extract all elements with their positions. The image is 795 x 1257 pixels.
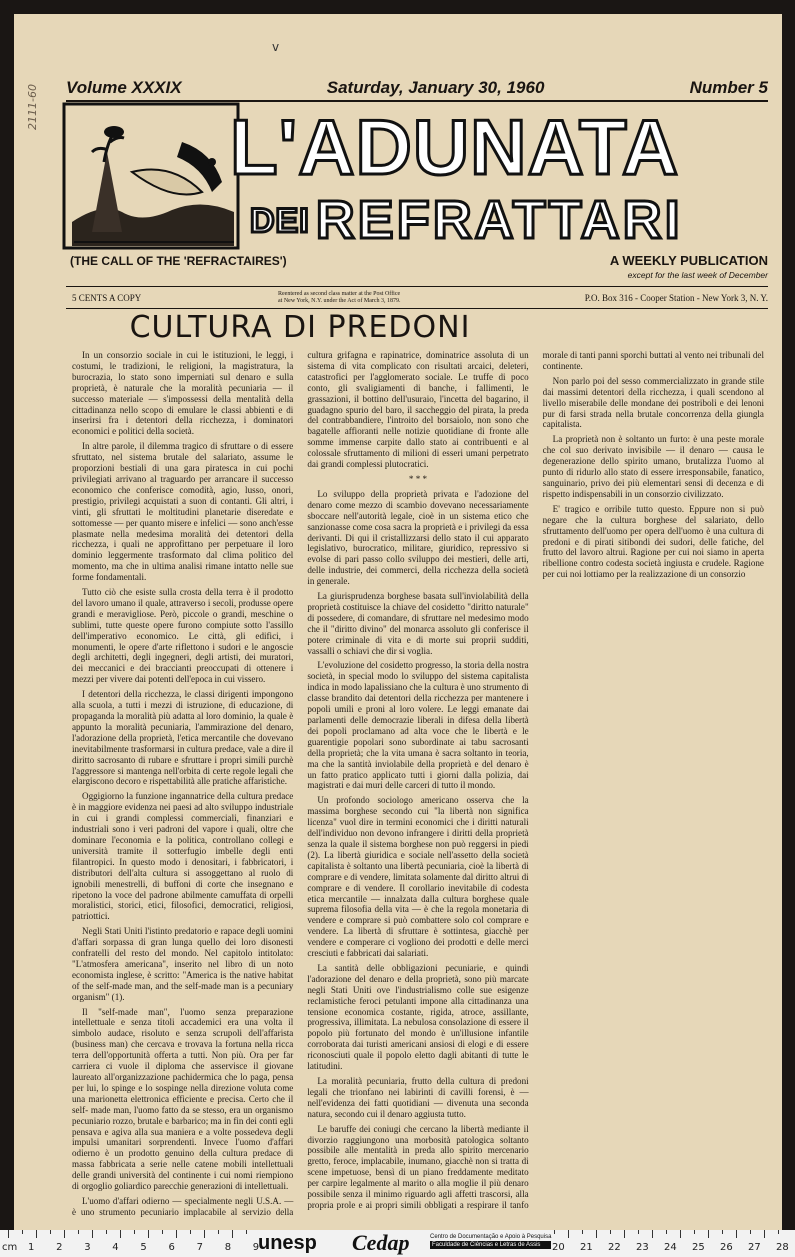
ruler-tick — [22, 1230, 23, 1234]
handwritten-note: 2111-60 — [26, 84, 39, 130]
ruler-number: 22 — [608, 1242, 621, 1253]
ruler-tick — [694, 1230, 695, 1234]
ruler-tick — [680, 1230, 681, 1238]
ruler-tick — [666, 1230, 667, 1234]
issue-line — [66, 72, 768, 98]
ruler-tick — [722, 1230, 723, 1234]
issue-number: Number 5 — [689, 78, 768, 97]
article-paragraph: Il "self-made man", l'uomo senza preparazione intellettuale e senza titoli accademici era una volta il simbolo audace, risoluto e senza scrupoli dell'affarista (business man) che cercava e trovava la fortuna nella ricca terra dell'opportunità offerta a tutti. Non più. Ora per far carriera ci vuole il diploma che asservisce il giovane laureato all'organizzazione pachidermica che lo paga, pensa per lui, lo spinge e lo sospinge nella direzione voluta come una marionetta elettronica efficiente e precisa. Certo che il self- made man, l'uomo fatto da se stesso, era un organismo pecuniario rozzo, brutale e barbarico; ma in fin dei conti egli pensava e agiva alla sua maniera e a volte possedeva degli impulsi umanitari sorprendenti. Invece l'uomo d'affari odierno è un prodotto genuino della cultura predace di massa fabbricata a serie nelle catene mobili intellettuali delle grandi università del continente i cui nomi riempiono di orgoglio goliardico parecchie generazioni di intellettuali. — [72, 1006, 294, 1192]
article-paragraph: Lo sviluppo della proprietà privata e l'adozione del denaro come mezzo di scambio dovevano necessariamente sboccare nell'autorità legale, cioè in un sistema etico che sanzionasse come cosa sacra la proprietà e i privilegi da essa derivanti. Di qui il cristallizzarsi dello stato il cui apparato legislativo, burocratico, militare, giuridico, repressivo si evolse di pari passo collo sviluppo dei mestieri, delle arti, delle industrie, dei commerci, della ricchezza della società in generale. — [307, 488, 529, 587]
ruler-number: 2 — [56, 1242, 63, 1253]
cedap-line2: Faculdade de Ciências e Letras de Assis — [430, 1241, 551, 1249]
article-paragraph: Oggigiorno la funzione ingannatrice della cultura predace è in maggiore evidenza nei paesi ad alto sviluppo industriale in cui i grandi complessi commerciali, finanziari e industriali sono i veri padroni del vapore i quali, oltre che dominare l'economia e la politica, controllano collegi e università tramite il sotterfugio imbelle degli enti filantropici. In questo modo i denositari, i fabbricatori, i distributori dell'alta cultura si assoggettano al ruolo di ignobili menestrelli, di buffoni di corte che insegnano e ripetono la voce del padrone abilmente camuffata di orpelli moralistici, storici, etici, filosofici, democratici, religiosi, patriottici. — [72, 791, 294, 922]
ruler-tick — [610, 1230, 611, 1234]
info-rule-top — [66, 286, 768, 287]
ruler-tick — [134, 1230, 135, 1234]
ruler-number: 25 — [692, 1242, 705, 1253]
ruler-number: 20 — [552, 1242, 565, 1253]
ruler-tick — [554, 1230, 555, 1234]
article-paragraph: In altre parole, il dilemma tragico di sfruttare o di essere sfruttato, nel sistema brutale del salariato, assume le proporzioni bestiali di una gara piratesca in cui pochi privilegiati arrivano al traguardo per arrancare il successo economico che conferisce comodità, agio, lusso, onori, prestigio, privilegi acquistati a suon di contanti. Gli altri, i vinti, gli sfruttati le moltitudini planetarie diseredate e sottomesse — per quanto misere e infelici — sono anch'esse plasmate nella medesima moralità dei detentori della ricchezza, i quali ne approfittano per perpetuare il loro dominio leggermente trasformato dal clima politico del momento, ma che in ultima analisi rimane intatto nelle sue forme fondamentali. — [72, 441, 294, 583]
article-paragraph: L'uomo d'affari odierno — specialmente negli U.S.A. — è uno strumento pecuniario implacabile al servizio della cultura grifagna e rapinatrice, dominatrice assoluta di un sistema di vita complicato con risultati arcaici, deleteri, catastrofici per l'agglomerato sociale. Le truffe di poco conto, gli svaligiamenti di banche, i fallimenti, le grassazioni, il bottino dell'usuraio, l'incetta del bagarino, il guadagno spurio del baro, il saccheggio del pirata, la preda del contrabbandiere, l'introito del borsaiolo, non sono che bagatelle affioranti nelle notizie quotidiane di fronte alle somme immense carpite dallo stato ai contribuenti e al colossale sfruttamento di milioni di esseri umani perpetrato dai grandi complessi plutocratici. — [72, 350, 529, 1217]
info-rule-bottom — [66, 308, 768, 309]
article-paragraph: La giurisprudenza borghese basata sull'inviolabilità della proprietà costituisce la chiave del cosidetto "diritto naturale" di possedere, di comandare, di sfruttare nel medesimo modo che il "diritto divino" del monarca assoluto gli conferisce il potere criminale di vita e di morte sui proprii sudditi, vassalli o schiavi che dir si voglia. — [307, 591, 529, 656]
article-paragraph: L'evoluzione del cosidetto progresso, la storia della nostra società, in special modo lo sviluppo del sistema capitalista indica in modo lapalissiano che la cultura è uno strumento di classe brandito dai detentori della ricchezza per mantenere i popoli umili e proni al loro volere. Le leggi emanate dai parlamenti delle democrazie liberali in difesa della libertà dei popoli proclamano ad alta voce che le libertà e le guarentigie popolari sono subordinate ai tabu sacrosanti della proprietà; che la vita umana è sacra soltanto in teoria, ma che la santità inviolabile della proprietà e del denaro è un fatto pratico applicato tutti i giorni dalla polizia, dai magistrati e dai muri delle carceri di tutto il mondo. — [307, 660, 529, 791]
article-body — [72, 350, 764, 1218]
postal-entry-note — [278, 291, 448, 305]
ruler-tick — [162, 1230, 163, 1234]
article-paragraph: La santità delle obbligazioni pecuniarie, e quindi l'adorazione del denaro e della proprietà, sono più marcate negli Stati Uniti ove l'industrialismo colle sue esigenze reclamistiche feroci petulanti impone alla cittadinanza una tensione economica costante, rigida, atroce, assillante, progressiva, illimitata. La nebulosa consolazione di essere il popolo più fortunato del mondo è un'illusione infantile corroborata dai turisti americani ansiosi di elogi e di essere riconosciuti quale il popolo eletto dagli abitanti di tutte le latitudini. — [307, 962, 529, 1072]
ruler-tick — [36, 1230, 37, 1238]
article-paragraph: La moralità pecuniaria, frutto della cultura di predoni legali che trionfano nei labirinti di cavilli forensi, è — nell'evidenza dei fatti quotidiani — divenuta una seconda natura, secondo cui il denaro aggiusta tutto. — [307, 1076, 529, 1119]
masthead-dei: DEI — [250, 202, 310, 240]
ruler-number: 23 — [636, 1242, 649, 1253]
ruler-tick — [596, 1230, 597, 1238]
section-separator: * * * — [408, 473, 428, 484]
ruler-number: 5 — [140, 1242, 147, 1253]
top-mark: v — [272, 40, 280, 54]
article-paragraph: Un profondo sociologo americano osserva che la massima borghese secondo cui "la libertà non significa licenza" vuol dire in termini economici che i diritti naturali dell'individuo non devono infrangere i diritti della proprietà senza la quale il sistema borghese non può reggersi in piedi (2). La libertà giuridica e sociale nell'assetto della società capitalista è soltanto una libertà pecuniaria, cioè la libertà di comprare e di vendere, limitata solamente dal diritto altrui di comprare e di vendere. Il corollario inevitabile di codesta etica mercantile — innalzata dalla cultura borghese quale suprema filosofia della vita — è che la regola monetaria di vendere e comprare si può combattere solo col comprare e vendere. La libertà di sfruttare è sottintesa, giacchè per vendere e comperare ci vogliono dei prodotti e delle merci cresciuti e fabbricati dai salariati. — [307, 795, 529, 959]
weekly-label: A WEEKLY PUBLICATION — [609, 253, 768, 268]
ruler-number: 28 — [776, 1242, 789, 1253]
english-subtitle: (THE CALL OF THE 'REFRACTAIRES') — [70, 254, 287, 268]
ruler-number: 3 — [84, 1242, 91, 1253]
article-paragraph: Non parlo poi del sesso commercializzato in grande stile dai massimi detentori della ricchezza, i quali scendono al livello miserabile delle mondane dei postriboli e dei lenoni pur di farsi strada nella brutale concorrenza della giungla capitalista. — [542, 375, 764, 430]
article-paragraph: Le baruffe dei coniugi che cercano la libertà mediante il divorzio raggiungono una morbosità patologica soltanto possibile alle mentalità in preda allo spirito mercenario gretto, feroce, implacabile, inumano, giacchè non si tratta di scene impetuose, bensì di un piano freddamente meditato per carpire legalmente al marito o alla moglie il più denaro possibile senza il minimo riguardo agli affetti trascorsi, alla propria prole e ai propri simili obbligati a respirare il tanfo morale di tanti panni sporchi buttati al vento nei tribunali del continente. — [307, 350, 764, 1210]
ruler-number: 26 — [720, 1242, 733, 1253]
weekly-note: except for the last week of December — [627, 270, 768, 280]
ruler-tick — [50, 1230, 51, 1234]
ruler-tick — [568, 1230, 569, 1238]
ruler-tick — [624, 1230, 625, 1238]
masthead-refrattari: REFRATTARI — [315, 190, 683, 250]
ruler-number: 24 — [664, 1242, 677, 1253]
ruler-tick — [190, 1230, 191, 1234]
ruler-tick — [750, 1230, 751, 1234]
ruler-number: 9 — [252, 1242, 260, 1253]
measurement-ruler — [0, 1230, 795, 1257]
ruler-tick — [120, 1230, 121, 1238]
article-paragraph: In un consorzio sociale in cui le istituzioni, le leggi, i costumi, le tradizioni, le religioni, la magistratura, la burocrazia, lo stato sono imperniati sul denaro e sulla proprietà, è naturale che la moralità pecuniaria — il successo materiale — s'impossessi della mentalità della cittadinanza nello scopo di emulare le classi abbienti e di inserirsi fra i detentori della ricchezza, i dominatori economici e politici della società. — [72, 350, 294, 437]
cedap-subtitle — [430, 1233, 551, 1249]
newspaper-page — [14, 14, 782, 1230]
ruler-tick — [78, 1230, 79, 1234]
postal-entry-line2: at New York, N.Y. under the Act of March 3, 1879. — [278, 298, 401, 304]
ruler-number: 21 — [580, 1242, 593, 1253]
ruler-number: 1 — [28, 1242, 35, 1253]
article-paragraph: E' tragico e orribile tutto questo. Eppure non si può negare che la cultura borghese del salariato, dello sfruttamento dell'uomo per opera dell'uomo è una cultura di predoni e di pirati sitibondi dei sudori, delle fatiche, del frutto del lavoro altrui. Ragione per cui noi siamo in aperta ribellione contro codesta società ingiusta e crudele. Ragione per cui noi lottiamo per la realizzazione di un consorzio — [542, 503, 764, 580]
ruler-tick — [638, 1230, 639, 1234]
ruler-tick — [764, 1230, 765, 1238]
ruler-tick — [736, 1230, 737, 1238]
ruler-tick — [232, 1230, 233, 1238]
ruler-number: 8 — [224, 1242, 232, 1253]
unesp-logo: unesp — [258, 1232, 317, 1254]
ruler-tick — [92, 1230, 93, 1238]
postal-address: P.O. Box 316 - Cooper Station - New York 3, N. Y. — [584, 293, 768, 303]
article-paragraph: La proprietà non è soltanto un furto: è una peste morale che col suo derivato invisibile — il denaro — causa le degenerazione dello spirito umano, brutalizza l'uomo al punto di ridurlo allo stato di essere irresponsabile, fanatico, sanguinario, privo dei più elementari sensi di decenza e di rispetto indispensabili in un consorzio civilizzato. — [542, 434, 764, 499]
ruler-tick — [708, 1230, 709, 1238]
ruler-tick — [8, 1230, 9, 1238]
masthead-title-line2 — [250, 190, 683, 251]
cedap-logo: Cedap — [352, 1230, 410, 1255]
info-row — [72, 289, 768, 307]
article-headline: CULTURA DI PREDONI — [129, 310, 471, 345]
ruler-tick — [176, 1230, 177, 1238]
weekly-notice — [610, 254, 768, 282]
ruler-tick — [246, 1230, 247, 1234]
article-paragraph: Negli Stati Uniti l'istinto predatorio e rapace degli uomini d'affari sorpassa di gran lunga quello dei loro disonesti confratelli del resto del mondo. Nel capitolo intitolato: "L'atmosfera americana", inserito nel libro di un noto economista inglese, è scritto: "America is the native habitat of the self-made man, and the self-made man is a pecuniary organism" (1). — [72, 926, 294, 1002]
article-paragraph: Tutto ciò che esiste sulla crosta della terra è il prodotto del lavoro umano il quale, attraverso i secoli, produsse opere grandi e meravigliose. Però, piccole o grandi, meschine o sublimi, tutte queste opere furono compiute sotto l'assillo dell'imperativo economico. Le città, gli edifici, i monumenti, le opere d'arte riflettono i sudori e le angoscie degli architetti, degli ingegneri, degli artisti, dei muratori, dei meccanici e dei braccianti preoccupati di ottenere i mezzi per vivere dai potenti dell'epoca in cui vissero. — [72, 587, 294, 685]
ruler-number: 7 — [196, 1242, 203, 1253]
subtitle-row — [70, 254, 768, 282]
ruler-tick — [148, 1230, 149, 1238]
ruler-tick — [652, 1230, 653, 1238]
cedap-line1: Centro de Documentação e Apoio à Pesquisa — [430, 1234, 552, 1240]
masthead-title-line1: L'ADUNATA — [230, 103, 680, 191]
ruler-tick — [204, 1230, 205, 1238]
ruler-tick — [582, 1230, 583, 1234]
ruler-number: 4 — [112, 1242, 119, 1253]
postal-entry-line1: Reentered as second class matter at the Post Office — [278, 291, 401, 297]
article-paragraph: I detentori della ricchezza, le classi dirigenti impongono alla scuola, a tutti i mezzi di istruzione, di educazione, di propaganda la moralità più adatta al loro dominio, la quale è appunto la moralità pecuniaria, l'ammirazione del denaro, l'adorazione della proprietà, l'etica mercantile che dovevano inevitabilmente trasformarsi in cultura predace, vale a dire il diritto sacrosanto di rubare e sfruttare i propri simili purchè l'aggressore si mantenga nell'orbita di certe regole legali che elargiscono decoro e rispettabilità alle pratiche affaristiche. — [72, 689, 294, 787]
ruler-tick — [778, 1230, 779, 1234]
issue-date: Saturday, January 30, 1960 — [326, 78, 545, 97]
masthead — [62, 102, 762, 252]
volume-label: Volume XXXIX — [66, 78, 182, 97]
price: 5 CENTS A COPY — [72, 293, 142, 303]
ruler-number: 27 — [748, 1242, 761, 1253]
ruler-tick — [218, 1230, 219, 1234]
ruler-unit: cm — [2, 1242, 18, 1253]
ruler-tick — [64, 1230, 65, 1238]
ruler-tick — [106, 1230, 107, 1234]
ruler-number: 6 — [168, 1242, 175, 1253]
masthead-illustration — [62, 102, 240, 250]
